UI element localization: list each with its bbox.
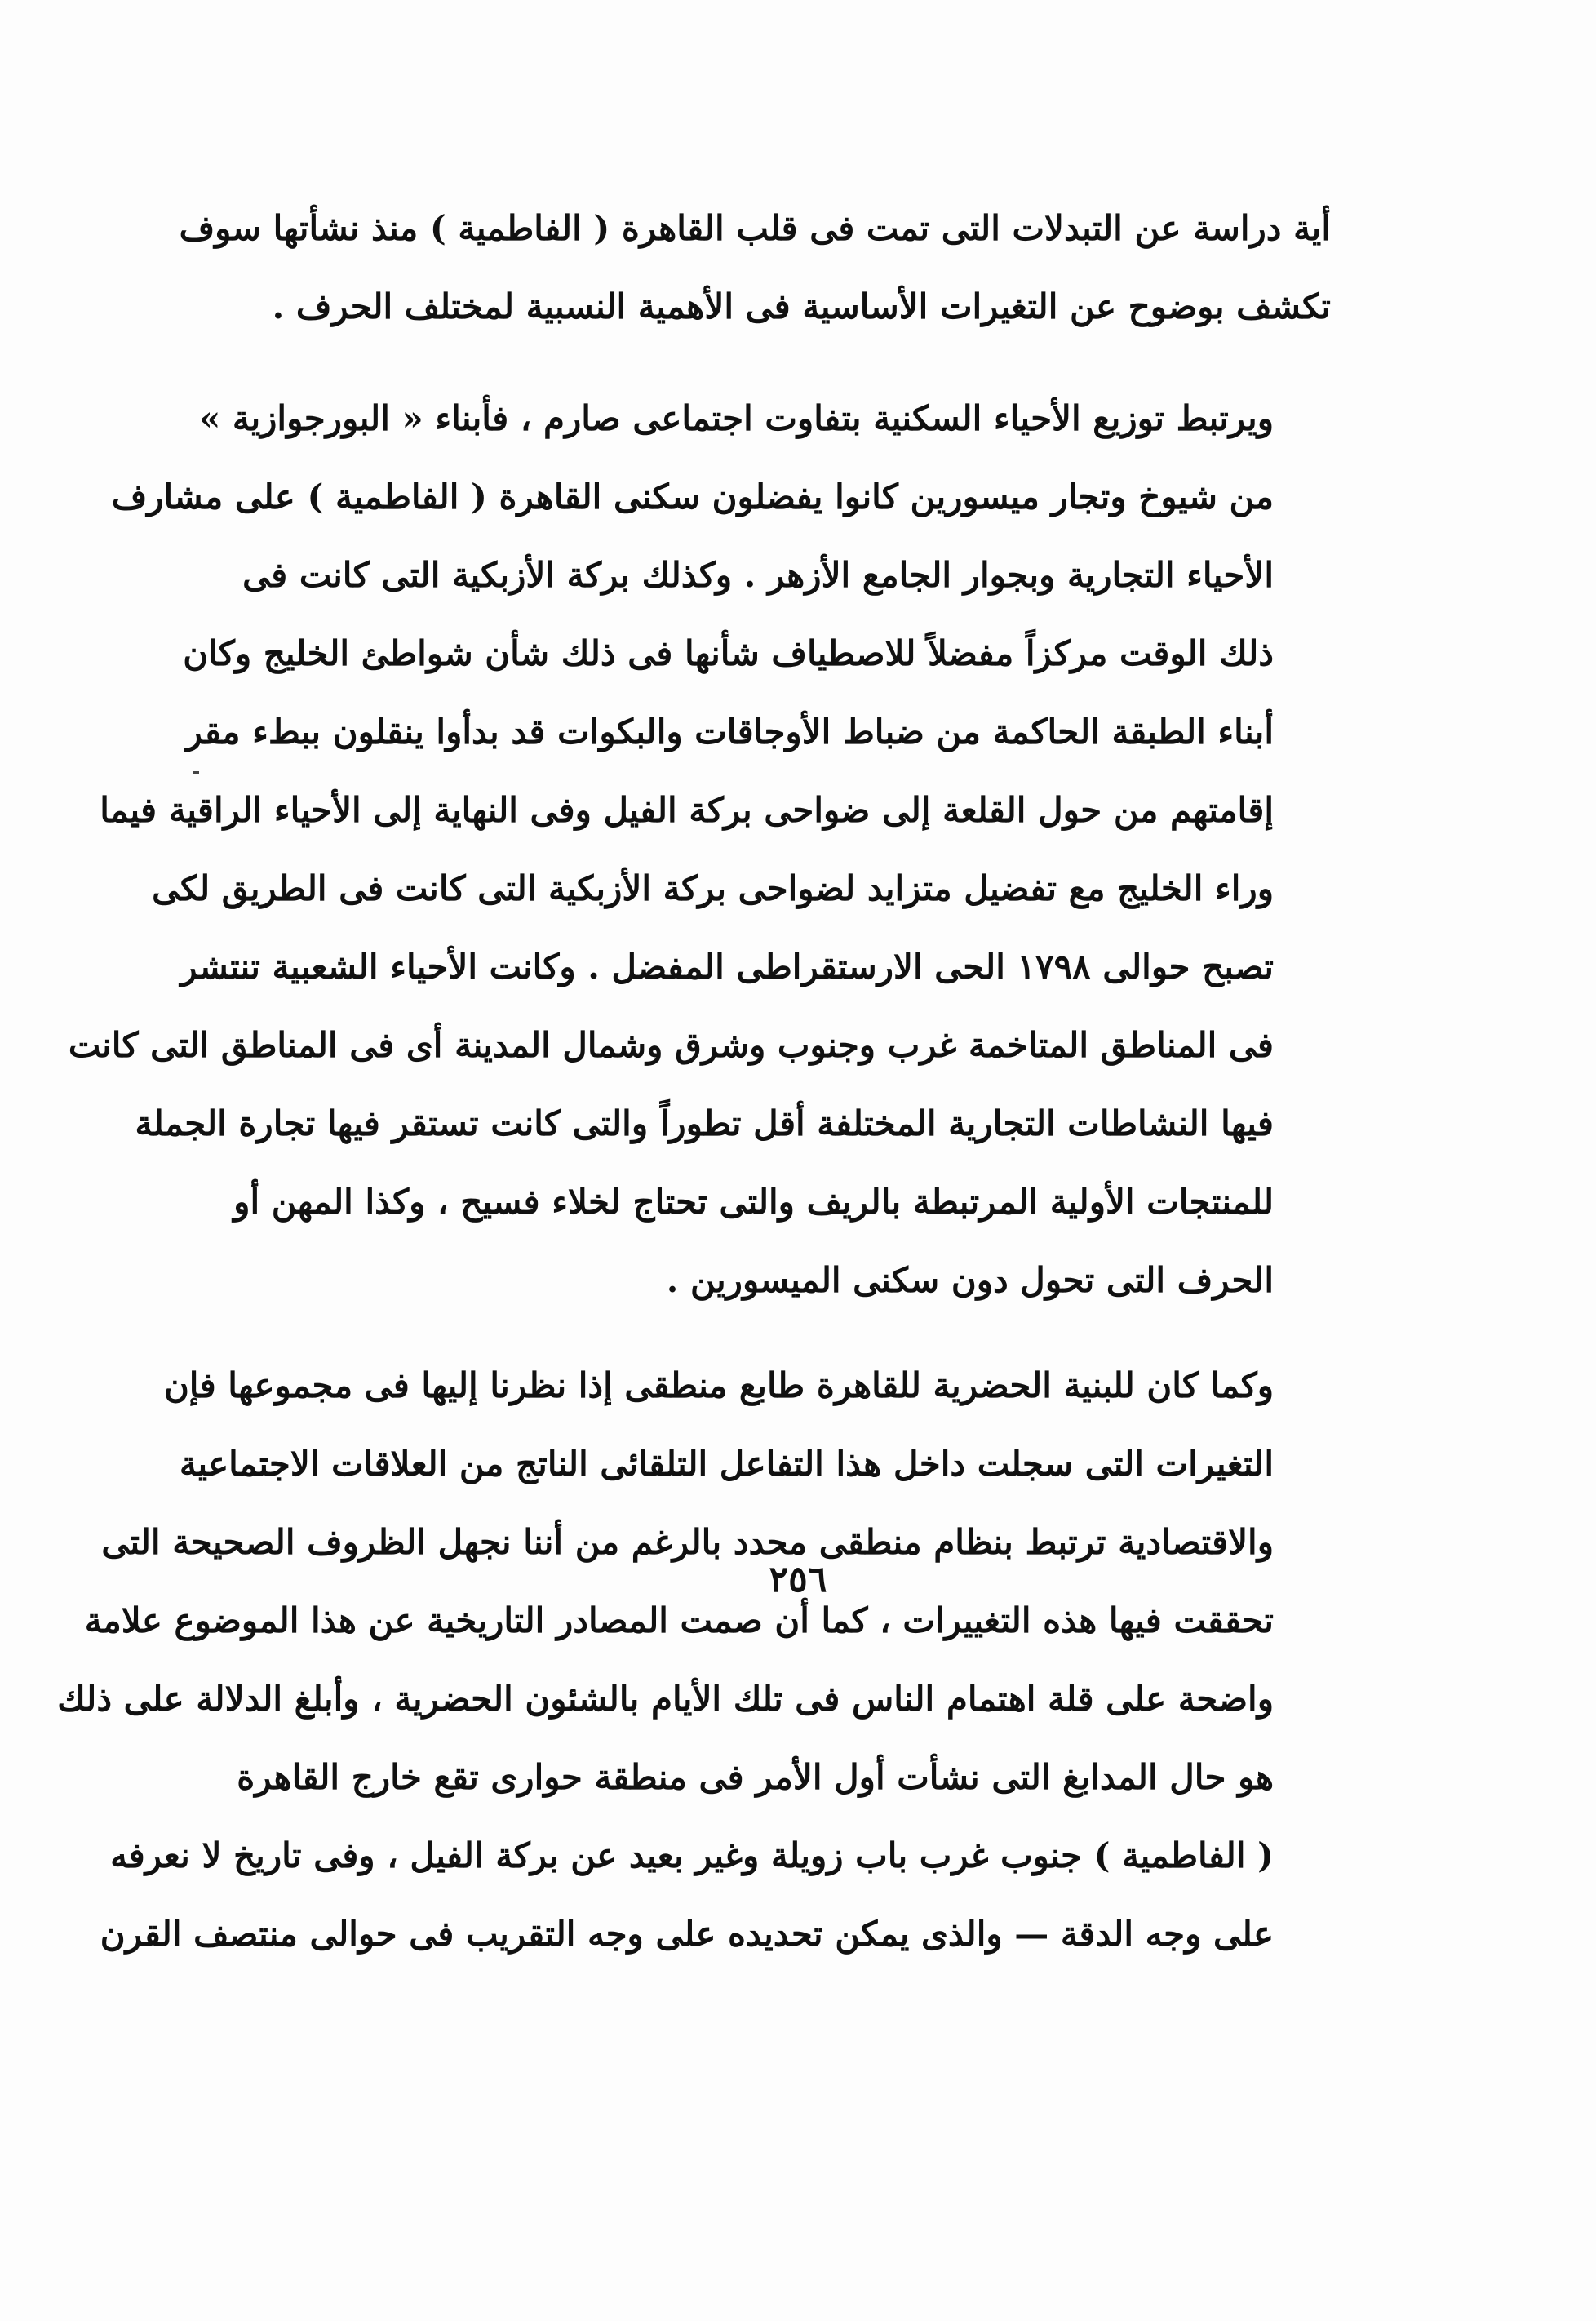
text-line: ويرتبط توزيع الأحياء السكنية بتفاوت اجتماعى صارم ، فأبناء « البورجوازية » bbox=[199, 398, 1274, 438]
text-line: الحرف التى تحول دون سكنى الميسورين . bbox=[666, 1260, 1274, 1300]
text-line: إقامتهم من حول القلعة إلى ضواحى بركة الفيل وفى النهاية إلى الأحياء الراقية فيما bbox=[100, 790, 1274, 830]
text-line: فيها النشاطات التجارية المختلفة أقل تطوراً والتى كانت تستقر فيها تجارة الجملة bbox=[135, 1103, 1274, 1143]
text-line: والاقتصادية ترتبط بنظام منطقى محدد بالرغم من أننا نجهل الظروف الصحيحة التى bbox=[101, 1522, 1274, 1562]
paragraph-1 bbox=[179, 189, 1331, 346]
text-line: واضحة على قلة اهتمام الناس فى تلك الأيام بالشئون الحضرية ، وأبلغ الدلالة على ذلك bbox=[57, 1679, 1274, 1719]
text-line: الأحياء التجارية وبجوار الجامع الأزهر . وكذلك بركة الأزبكية التى كانت فى bbox=[242, 555, 1274, 595]
text-line: ذلك الوقت مركزاً مفضلاً للاصطياف شأنها فى ذلك شأن شواطئ الخليج وكان bbox=[183, 633, 1274, 673]
text-line: فى المناطق المتاخمة غرب وجنوب وشرق وشمال المدينة أى فى المناطق التى كانت bbox=[68, 1025, 1274, 1065]
paragraph-2 bbox=[68, 379, 1331, 1320]
text-line: وكما كان للبنية الحضرية للقاهرة طابع منطقى إذا نظرنا إليها فى مجموعها فإن bbox=[163, 1365, 1274, 1405]
text-line: أبناء الطبقة الحاكمة من ضباط الأوجاقات والبكوات قد بدأوا ينقلون ببطء مقر bbox=[185, 712, 1274, 752]
paragraph-3 bbox=[57, 1347, 1331, 1973]
text-line: التغيرات التى سجلت داخل هذا التفاعل التلقائى الناتج من العلاقات الاجتماعية bbox=[179, 1444, 1274, 1484]
text-line: ( الفاطمية ) جنوب غرب باب زويلة وغير بعيد عن بركة الفيل ، وفى تاريخ لا نعرفه bbox=[110, 1835, 1274, 1875]
text-line: للمنتجات الأولية المرتبطة بالريف والتى تحتاج لخلاء فسيح ، وكذا المهن أو bbox=[233, 1182, 1274, 1222]
text-line: تصبح حوالى ١٧٩٨ الحى الارستقراطى المفضل . وكانت الأحياء الشعبية تنتشر bbox=[180, 947, 1274, 987]
text-line: هو حال المدابغ التى نشأت أول الأمر فى منطقة حوارى تقع خارج القاهرة bbox=[237, 1757, 1274, 1797]
text-line: تكشف بوضوح عن التغيرات الأساسية فى الأهمية النسبية لمختلف الحرف . bbox=[272, 286, 1331, 326]
page-number: ٢٥٦ bbox=[769, 1559, 827, 1600]
text-line: تحققت فيها هذه التغييرات ، كما أن صمت المصادر التاريخية عن هذا الموضوع علامة bbox=[84, 1600, 1274, 1640]
text-line: على وجه الدقة — والذى يمكن تحديده على وجه التقريب فى حوالى منتصف القرن bbox=[100, 1914, 1274, 1954]
text-line: من شيوخ وتجار ميسورين كانوا يفضلون سكنى القاهرة ( الفاطمية ) على مشارف bbox=[111, 477, 1274, 517]
text-line: أية دراسة عن التبدلات التى تمت فى قلب القاهرة ( الفاطمية ) منذ نشأتها سوف bbox=[179, 208, 1331, 248]
text-line: وراء الخليج مع تفضيل متزايد لضواحى بركة الأزبكية التى كانت فى الطريق لكى bbox=[152, 868, 1274, 908]
